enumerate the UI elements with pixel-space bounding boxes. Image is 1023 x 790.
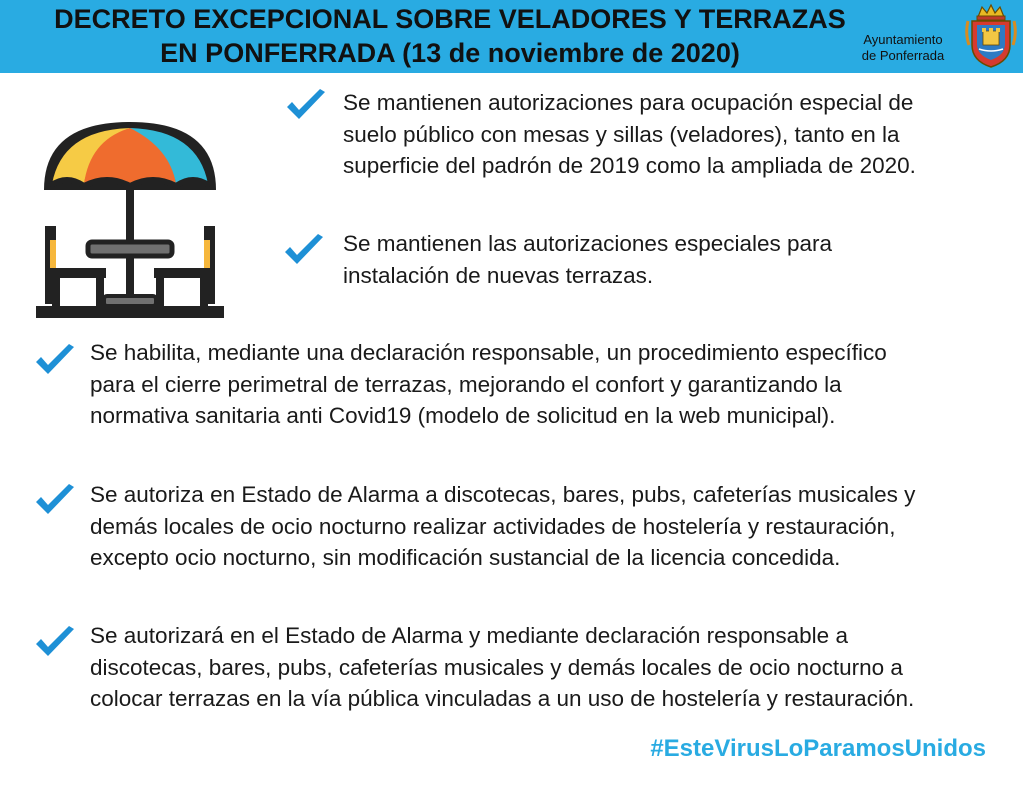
check-icon [285, 89, 327, 123]
header-banner [0, 0, 1023, 73]
check-icon [34, 484, 76, 518]
org-line-2: de Ponferrada [861, 48, 945, 63]
check-icon [34, 626, 76, 660]
list-item: Se mantienen las autorizaciones especiales para instalación de nuevas terrazas. [343, 231, 833, 288]
page-title [0, 2, 900, 70]
list-item: Se autoriza en Estado de Alarma a discotecas, bares, pubs, cafeterías musicales y demás locales de ocio nocturno realizar actividades de hostelería y restauración, excepto ocio nocturno, sin modificación sustancial de la licencia concedida. [90, 482, 916, 570]
check-icon [283, 234, 325, 268]
list-item: Se habilita, mediante una declaración responsable, un procedimiento específico para el cierre perimetral de terrazas, mejorando el confort y garantizando la normativa sanitaria anti Covid19 (modelo de solicitud en la web municipal). [90, 340, 887, 428]
list-item: Se mantienen autorizaciones para ocupación especial de suelo público con mesas y sillas (veladores), tanto en la superficie del padrón de 2019 como la ampliada de 2020. [343, 90, 916, 178]
org-line-1: Ayuntamiento [863, 32, 943, 47]
list-item: Se autorizará en el Estado de Alarma y mediante declaración responsable a discotecas, bares, pubs, cafeterías musicales y demás locales de ocio nocturno a colocar terrazas en la vía pública vinculadas a un uso de hostelería y restauración. [90, 623, 915, 711]
title-line-1: DECRETO EXCEPCIONAL SOBRE VELADORES Y TERRAZAS [54, 4, 846, 34]
terrace-umbrella-icon [30, 118, 230, 324]
coat-of-arms-icon [964, 3, 1018, 70]
organization-name [846, 32, 960, 64]
check-icon [34, 344, 76, 378]
title-line-2: EN PONFERRADA (13 de noviembre de 2020) [160, 38, 740, 68]
hashtag: #EsteVirusLoParamosUnidos [650, 735, 986, 762]
